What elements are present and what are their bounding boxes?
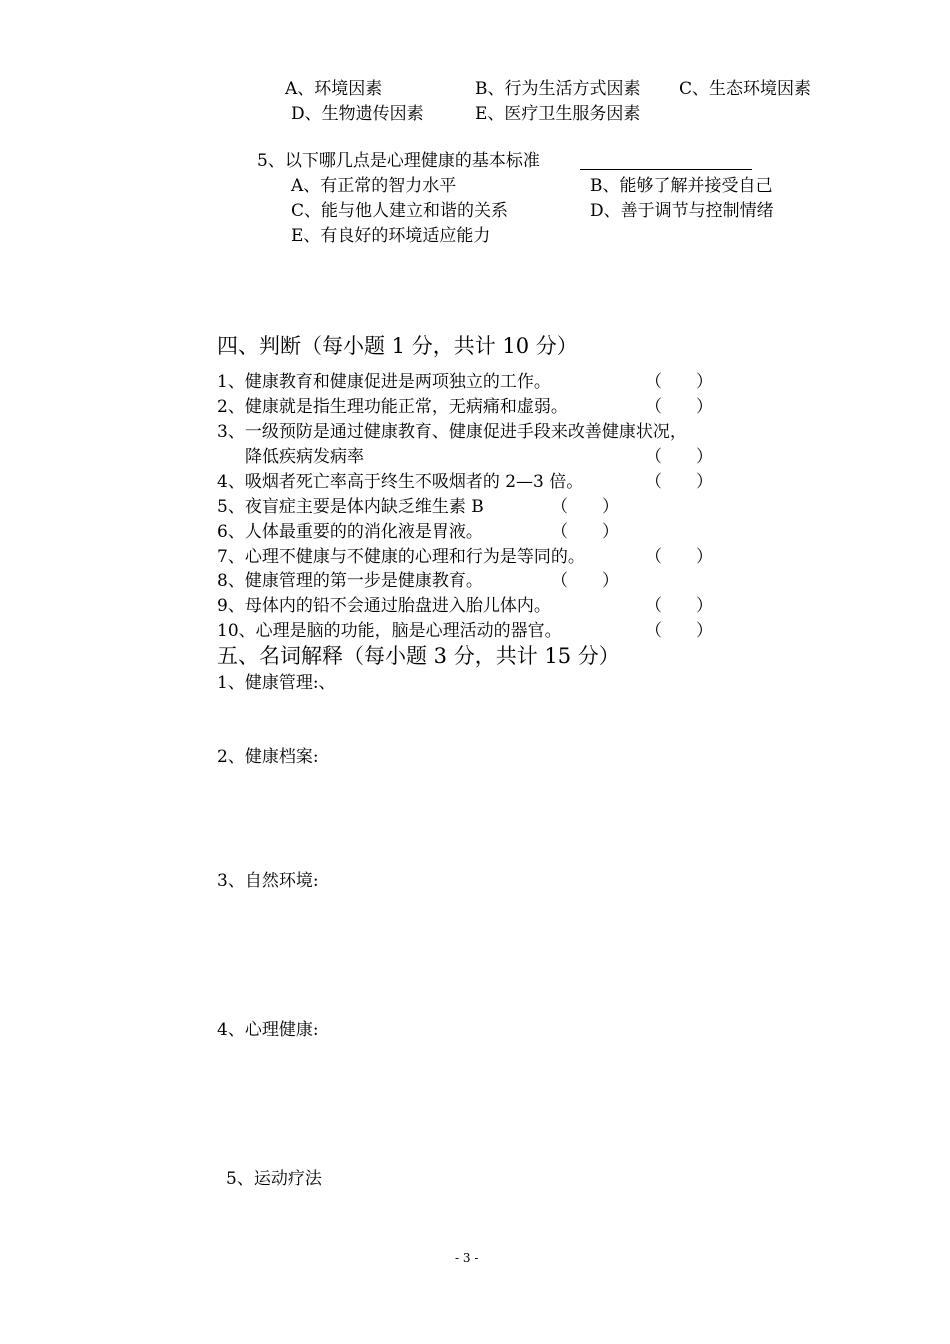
q4-option-c: C、生态环境因素 <box>679 79 812 99</box>
judge-answer-1[interactable]: （ ） <box>645 372 713 392</box>
q5-option-b: B、能够了解并接受自己 <box>590 176 773 196</box>
term-item-2: 2、健康档案: <box>217 747 319 767</box>
judge-item-10: 10、心理是脑的功能，脑是心理活动的器官。 <box>217 621 562 641</box>
judge-answer-8[interactable]: （ ） <box>551 571 619 591</box>
q5-option-a: A、有正常的智力水平 <box>291 176 457 196</box>
page-number: - 3 - <box>455 1251 479 1265</box>
judge-answer-3[interactable]: （ ） <box>645 447 713 467</box>
judge-item-1: 1、健康教育和健康促进是两项独立的工作。 <box>217 372 551 392</box>
judge-item-5: 5、夜盲症主要是体内缺乏维生素 B <box>217 497 484 517</box>
judge-item-8: 8、健康管理的第一步是健康教育。 <box>217 571 483 591</box>
section4-title: 四、判断（每小题 1 分，共计 10 分） <box>217 334 578 358</box>
judge-answer-5[interactable]: （ ） <box>551 497 619 517</box>
judge-answer-7[interactable]: （ ） <box>645 547 713 567</box>
q5-option-e: E、有良好的环境适应能力 <box>291 226 491 246</box>
q4-option-b: B、行为生活方式因素 <box>475 79 641 99</box>
judge-item-6: 6、人体最重要的的消化液是胃液。 <box>217 522 483 542</box>
judge-answer-9[interactable]: （ ） <box>645 596 713 616</box>
judge-answer-10[interactable]: （ ） <box>645 621 713 641</box>
term-item-4: 4、心理健康: <box>217 1020 319 1040</box>
q5-stem: 5、以下哪几点是心理健康的基本标准 <box>257 151 540 171</box>
judge-item-2: 2、健康就是指生理功能正常，无病痛和虚弱。 <box>217 397 568 417</box>
judge-answer-6[interactable]: （ ） <box>551 522 619 542</box>
judge-answer-4[interactable]: （ ） <box>645 472 713 492</box>
judge-item-3-cont: 降低疾病发病率 <box>245 447 364 467</box>
term-item-3: 3、自然环境: <box>217 871 319 891</box>
judge-item-9: 9、母体内的铅不会通过胎盘进入胎儿体内。 <box>217 596 551 616</box>
q4-option-d: D、生物遗传因素 <box>291 104 424 124</box>
q5-option-c: C、能与他人建立和谐的关系 <box>291 201 509 221</box>
q5-answer-blank[interactable] <box>580 169 752 170</box>
judge-item-7: 7、心理不健康与不健康的心理和行为是等同的。 <box>217 547 585 567</box>
term-item-1: 1、健康管理:、 <box>217 673 336 693</box>
judge-answer-2[interactable]: （ ） <box>645 397 713 417</box>
judge-item-3: 3、一级预防是通过健康教育、健康促进手段来改善健康状况， <box>217 422 687 442</box>
judge-item-4: 4、吸烟者死亡率高于终生不吸烟者的 2—3 倍。 <box>217 472 584 492</box>
q4-option-a: A、环境因素 <box>285 79 383 99</box>
term-item-5: 5、运动疗法 <box>226 1169 322 1189</box>
q4-option-e: E、医疗卫生服务因素 <box>475 104 641 124</box>
q5-option-d: D、善于调节与控制情绪 <box>590 201 774 221</box>
section5-title: 五、名词解释（每小题 3 分，共计 15 分） <box>217 644 620 668</box>
